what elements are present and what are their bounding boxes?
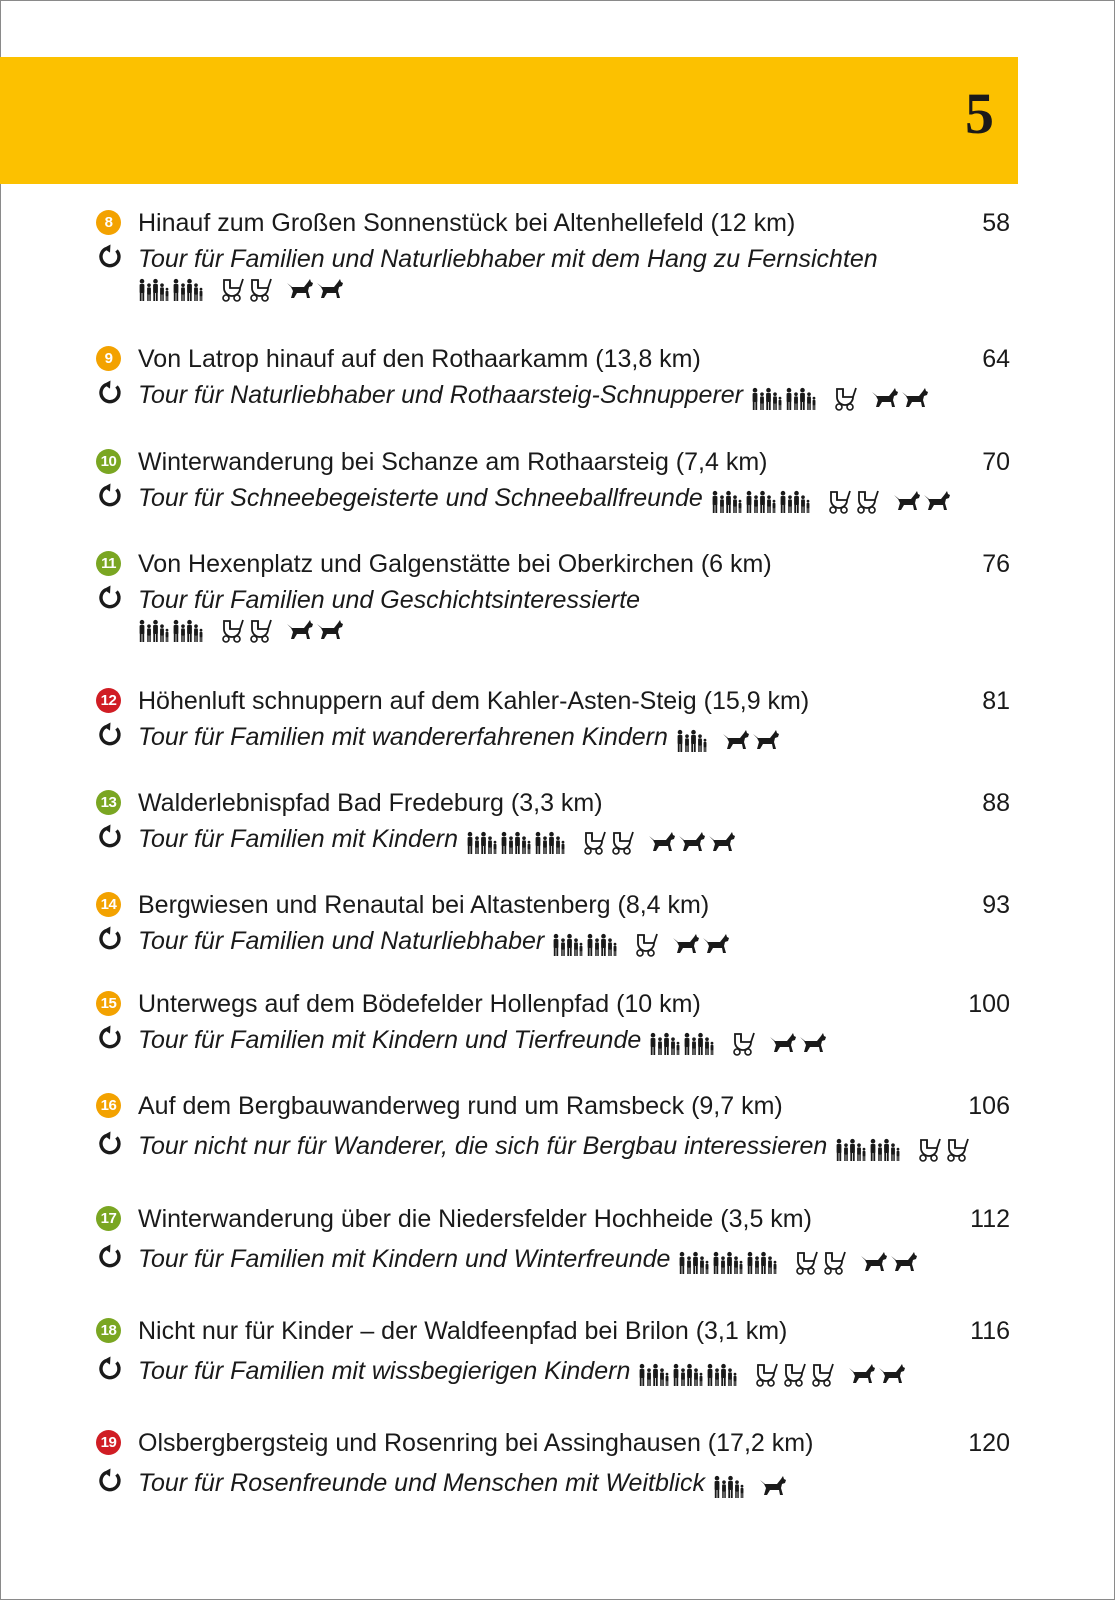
tour-number-badge: 19 [96,1430,121,1455]
family-rating [638,1356,740,1390]
toc-entry[interactable] [96,206,1016,310]
page-reference[interactable]: 64 [982,345,1010,373]
family-icon [649,1031,681,1055]
tour-number-badge: 15 [96,991,121,1016]
family-icon [751,386,783,410]
family-icon [835,1137,867,1161]
tour-description-line [138,1129,1016,1165]
tour-title[interactable]: Winterwanderung bei Schanze am Rothaarsteig (7,4 km) [138,448,768,476]
family-icon [676,728,708,752]
tour-title[interactable]: Nicht nur für Kinder – der Waldfeenpfad bei Brilon (3,1 km) [138,1317,788,1345]
dog-icon [799,1032,827,1054]
tour-description-line [138,822,1016,858]
tour-description-line [138,378,1016,414]
tour-title[interactable]: Von Latrop hinauf auf den Rothaarkamm (13,8 km) [138,345,701,373]
dog-icon [678,831,706,853]
stroller-icon [608,829,634,855]
stroller-icon [825,488,851,514]
page-reference[interactable]: 112 [970,1205,1010,1233]
family-icon [466,830,498,854]
toc-entry[interactable] [96,547,1016,651]
stroller-rating [218,617,274,643]
loop-arrow-icon [97,244,123,270]
family-rating [678,1244,780,1278]
dog-icon [901,387,929,409]
family-icon [586,932,618,956]
dog-rating [848,1356,908,1390]
stroller-icon [792,1249,818,1275]
tour-number-badge: 8 [96,210,121,235]
page-reference[interactable]: 100 [968,990,1010,1018]
dog-icon [871,387,899,409]
stroller-rating [825,483,881,517]
dog-icon [878,1363,906,1385]
tour-title[interactable]: Hinauf zum Großen Sonnenstück bei Altenhellefeld (12 km) [138,209,796,237]
toc-entry[interactable] [96,987,1016,1059]
dog-rating [871,380,931,414]
tour-number-badge: 12 [96,688,121,713]
tour-number-badge: 10 [96,449,121,474]
loop-arrow-icon [97,1356,123,1382]
dog-icon [702,933,730,955]
tour-description-line [138,481,1016,517]
dog-icon [316,619,344,641]
tour-number-badge: 18 [96,1318,121,1343]
toc-entry[interactable] [96,888,1016,960]
loop-arrow-icon [97,722,123,748]
tour-description-line [138,1466,1016,1502]
icon-line [138,617,1016,651]
family-icon [672,1362,704,1386]
difficulty-icons [751,379,943,414]
dog-rating [769,1025,829,1059]
tour-number-badge: 14 [96,892,121,917]
family-icon [172,277,204,301]
difficulty-icons [649,1024,841,1059]
loop-arrow-icon [97,380,123,406]
dog-rating [286,278,346,300]
family-icon [712,1250,744,1274]
tour-description: Tour für Naturliebhaber und Rothaarsteig-Schnupperer [138,381,743,409]
dog-rating [860,1244,920,1278]
tour-title[interactable]: Unterwegs auf dem Bödefelder Hollenpfad (10 km) [138,990,701,1018]
stroller-rating [218,276,274,302]
stroller-icon [580,829,606,855]
tour-description-line [138,720,1016,756]
loop-arrow-icon [97,1131,123,1157]
toc-entry[interactable] [96,1314,1016,1390]
family-icon [869,1137,901,1161]
stroller-icon [808,1361,834,1387]
tour-description: Tour für Familien mit Kindern und Winterfreunde [138,1245,671,1273]
stroller-icon [218,617,244,643]
stroller-icon [246,617,272,643]
stroller-icon [943,1136,969,1162]
tour-description-line [138,924,1016,960]
page-reference[interactable]: 81 [982,687,1010,715]
page-reference[interactable]: 120 [968,1429,1010,1457]
family-rating [676,722,710,756]
family-icon [678,1250,710,1274]
family-icon [713,1474,745,1498]
tour-description-line [138,1023,1016,1059]
family-rating [751,380,819,414]
loop-arrow-icon [97,1244,123,1270]
dog-rating [893,483,953,517]
family-icon [683,1031,715,1055]
toc-entry[interactable] [96,445,1016,517]
dog-icon [708,831,736,853]
icon-line [138,276,1016,310]
family-rating [711,483,813,517]
tour-description-line [138,1354,1016,1390]
family-icon [552,932,584,956]
toc-entry[interactable] [96,1202,1016,1278]
tour-title[interactable]: Walderlebnispfad Bad Fredeburg (3,3 km) [138,789,603,817]
tour-number-badge: 9 [96,346,121,371]
family-icon [534,830,566,854]
difficulty-icons [835,1130,983,1165]
page-reference[interactable]: 76 [982,550,1010,578]
tour-description: Tour nicht nur für Wanderer, die sich für Bergbau interessieren [138,1132,828,1160]
tour-number-badge: 13 [96,790,121,815]
dog-icon [893,490,921,512]
toc-entry[interactable] [96,1426,1016,1502]
dog-icon [752,729,780,751]
tour-title[interactable]: Bergwiesen und Renautal bei Altastenberg (8,4 km) [138,891,710,919]
dog-icon [722,729,750,751]
family-icon [138,618,170,642]
dog-icon [848,1363,876,1385]
stroller-rating [831,380,859,414]
tour-description: Tour für Familien mit Kindern [138,825,459,853]
dog-icon [759,1475,787,1497]
stroller-rating [729,1025,757,1059]
dog-rating [759,1468,789,1502]
difficulty-icons [138,276,358,302]
tour-title[interactable]: Auf dem Bergbauwanderweg rund um Ramsbeck (9,7 km) [138,1092,783,1120]
stroller-rating [632,926,660,960]
difficulty-icons [552,925,744,960]
page-reference[interactable]: 116 [970,1317,1010,1345]
family-rating [138,618,206,642]
family-icon [746,1250,778,1274]
loop-arrow-icon [97,824,123,850]
stroller-icon [218,276,244,302]
stroller-icon [632,931,658,957]
tour-number-badge: 17 [96,1206,121,1231]
toc-entry[interactable] [96,342,1016,414]
difficulty-icons [676,721,794,756]
tour-description: Tour für Familien mit Kindern und Tierfreunde [138,1026,642,1054]
toc-entry[interactable] [96,684,1016,756]
dog-icon [860,1251,888,1273]
tour-description: Tour für Familien mit wandererfahrenen Kindern [138,723,668,751]
tour-description: Tour für Familien mit wissbegierigen Kindern [138,1357,631,1385]
difficulty-icons [638,1355,920,1390]
tour-description: Tour für Schneebegeisterte und Schneeballfreunde [138,484,703,512]
dog-icon [769,1032,797,1054]
page-number: 5 [965,81,994,146]
stroller-icon [831,385,857,411]
dog-rating [648,824,738,858]
family-icon [138,277,170,301]
page-reference[interactable]: 106 [968,1092,1010,1120]
tour-description: Tour für Familien und Naturliebhaber [138,927,545,955]
dog-icon [923,490,951,512]
stroller-icon [246,276,272,302]
loop-arrow-icon [97,1468,123,1494]
dog-rating [286,619,346,641]
tour-title[interactable]: Höhenluft schnuppern auf dem Kahler-Asten-Steig (15,9 km) [138,687,810,715]
family-rating [466,824,568,858]
stroller-icon [752,1361,778,1387]
family-rating [138,277,206,301]
stroller-rating [915,1131,971,1165]
tour-title[interactable]: Winterwanderung über die Niedersfelder Hochheide (3,5 km) [138,1205,812,1233]
dog-icon [648,831,676,853]
tour-description: Tour für Rosenfreunde und Menschen mit Weitblick [138,1469,705,1497]
stroller-rating [792,1244,848,1278]
dog-icon [672,933,700,955]
family-icon [706,1362,738,1386]
stroller-icon [853,488,879,514]
family-icon [779,489,811,513]
loop-arrow-icon [97,1025,123,1051]
loop-arrow-icon [97,926,123,952]
dog-rating [722,722,782,756]
loop-arrow-icon [97,585,123,611]
family-icon [785,386,817,410]
family-rating [835,1131,903,1165]
difficulty-icons [678,1243,932,1278]
tour-description-line [138,583,1016,617]
family-icon [745,489,777,513]
tour-description-line [138,1242,1016,1278]
stroller-icon [820,1249,846,1275]
stroller-icon [780,1361,806,1387]
family-icon [711,489,743,513]
page-reference[interactable]: 58 [982,209,1010,237]
page-reference[interactable]: 93 [982,891,1010,919]
dog-icon [286,619,314,641]
difficulty-icons [711,482,965,517]
family-icon [500,830,532,854]
stroller-icon [915,1136,941,1162]
difficulty-icons [713,1467,801,1502]
page-reference[interactable]: 70 [982,448,1010,476]
family-rating [552,926,620,960]
dog-icon [890,1251,918,1273]
dog-icon [316,278,344,300]
tour-number-badge: 11 [96,551,121,576]
tour-title[interactable]: Von Hexenplatz und Galgenstätte bei Oberkirchen (6 km) [138,550,772,578]
family-rating [713,1468,747,1502]
stroller-rating [752,1356,836,1390]
difficulty-icons [138,617,358,643]
tour-description: Tour für Familien und Naturliebhaber mit dem Hang zu Fernsichten [138,245,878,273]
dog-icon [286,278,314,300]
loop-arrow-icon [97,483,123,509]
toc-entry[interactable] [96,786,1016,858]
dog-rating [672,926,732,960]
tour-number-badge: 16 [96,1093,121,1118]
family-icon [172,618,204,642]
stroller-rating [580,824,636,858]
tour-description-line [138,242,1016,276]
stroller-icon [729,1030,755,1056]
page-reference[interactable]: 88 [982,789,1010,817]
tour-title[interactable]: Olsbergbergsteig und Rosenring bei Assinghausen (17,2 km) [138,1429,814,1457]
toc-entry[interactable] [96,1089,1016,1165]
tour-description: Tour für Familien und Geschichtsinteressierte [138,586,641,614]
family-rating [649,1025,717,1059]
family-icon [638,1362,670,1386]
difficulty-icons [466,823,750,858]
